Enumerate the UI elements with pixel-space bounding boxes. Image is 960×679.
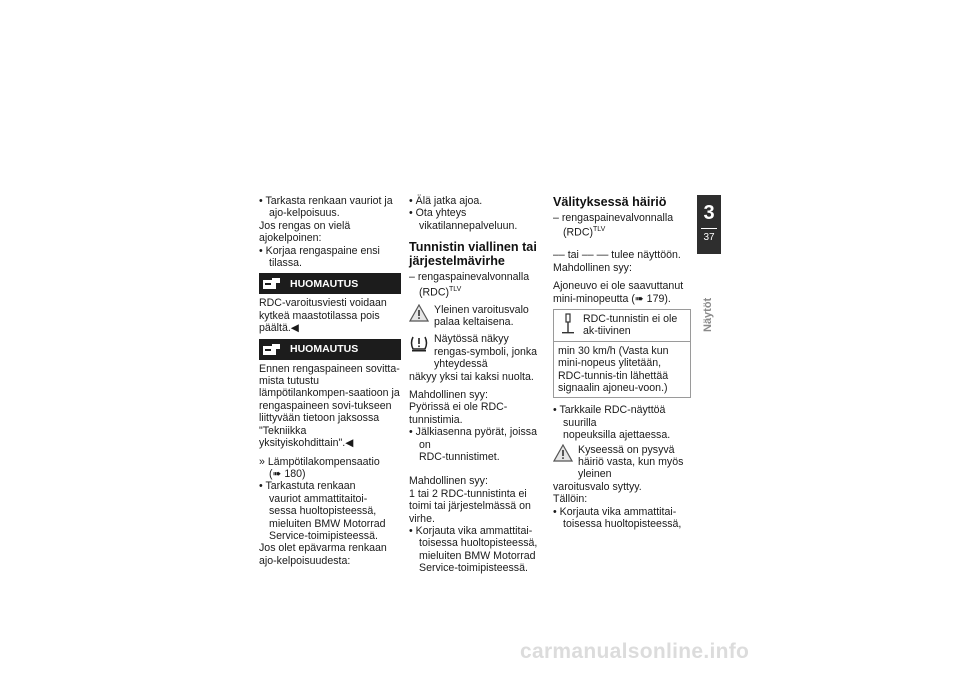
side-section-title: Näytöt xyxy=(702,297,714,332)
bullet-line: toisessa huoltopisteessä, xyxy=(563,518,682,531)
page-number: 37 xyxy=(703,232,715,243)
info-box-text: min 30 km/h (Vasta kun mini-nopeus ylitetään, RDC-tunnis-tin lähettää signaalin ajoneu-voon.) xyxy=(558,344,669,394)
tpms-text-cont: näkyy yksi tai kaksi nuolta. xyxy=(409,370,534,383)
note-hand-icon xyxy=(263,343,281,356)
bullet-contact-service: • Ota yhteys vikatilannepalveluun. xyxy=(409,207,547,232)
note-banner-1 xyxy=(259,273,401,294)
text-then: Tällöin: xyxy=(553,493,588,506)
bullet-line: Service-toimipisteessä. xyxy=(269,529,378,542)
info-box xyxy=(553,309,691,398)
warning-text: Yleinen varoitusvalo palaa keltaisena. xyxy=(434,303,529,328)
note-label-1: HUOMAUTUS xyxy=(290,277,359,290)
chapter-tab xyxy=(697,195,721,254)
bullet-repair: • Korjauta vika ammattitai- xyxy=(553,506,691,518)
warning-triangle-icon xyxy=(553,444,573,462)
tpms-text: Näytössä näkyy rengas-symboli, jonka yhteydessä xyxy=(434,333,538,371)
heading-transmission-fault: Välityksessä häiriö xyxy=(553,195,667,209)
bullet-repair: • Korjauta vika ammattitai- xyxy=(409,525,547,537)
bullet-observe-rdc: • Tarkkaile RDC-näyttöä suurilla xyxy=(553,404,691,429)
sensor-icon xyxy=(558,313,578,335)
warning-row xyxy=(553,444,691,481)
dash-rdc-cont: (RDC)$^{TLV}$ xyxy=(419,285,462,299)
tire-pressure-icon xyxy=(409,333,429,353)
bullet-line: mieluiten BMW Motorrad xyxy=(419,549,536,562)
warning-triangle-icon xyxy=(409,304,429,322)
info-box-header xyxy=(554,310,690,342)
bullet-line: mieluiten BMW Motorrad xyxy=(269,517,386,530)
column-1 xyxy=(259,195,401,567)
note-banner-2 xyxy=(259,339,401,360)
column-2 xyxy=(409,195,547,575)
note-hand-icon xyxy=(263,277,281,290)
text-if-roadworthy: Jos rengas on vielä ajokelpoinen: xyxy=(259,219,351,245)
tpms-row xyxy=(409,333,547,370)
bullet-retrofit: • Jälkiasenna pyörät, joissa on xyxy=(409,426,547,451)
possible-cause: Mahdollinen syy: xyxy=(553,261,632,274)
dash-rdc: – rengaspainevalvonnalla xyxy=(409,271,547,283)
column-3 xyxy=(553,195,691,530)
bullet-correct-pressure: • Korjaa rengaspaine ensi tilassa. xyxy=(259,245,401,270)
bullet-check-tire: • Tarkasta renkaan vauriot ja ajo-kelpoisuus. xyxy=(259,195,401,220)
dash-rdc-cont: (RDC)$^{TLV}$ xyxy=(563,226,606,239)
possible-cause-2: Mahdollinen syy: xyxy=(409,475,488,488)
bullet-line: vauriot ammattitaitoi- xyxy=(269,492,368,505)
cause-no-sensors: Pyörissä ei ole RDC-tunnistimia. xyxy=(409,401,508,426)
cause-min-speed: Ajoneuvo ei ole saavuttanut mini-minopeutta (➠ 179). xyxy=(553,280,684,305)
tab-divider xyxy=(701,228,717,229)
chapter-number: 3 xyxy=(703,202,715,224)
cause-sensor-fault: 1 tai 2 RDC-tunnistinta ei toimi tai järjestelmässä on virhe. xyxy=(409,487,531,525)
info-box-title: RDC-tunnistin ei ole ak-tiivinen xyxy=(583,312,678,338)
note-label-2: HUOMAUTUS xyxy=(290,342,359,355)
possible-cause-1: Mahdollinen syy: xyxy=(409,389,488,401)
ref-temperature-compensation[interactable]: » Lämpötilakompensaatio xyxy=(259,456,401,468)
bullet-line: Service-toimipisteessä. xyxy=(419,562,528,575)
note-text-1: RDC-varoitusviesti voidaan kytkeä maastotilassa pois päältä.◀ xyxy=(259,297,387,335)
warning-text-cont: varoitusvalo syttyy. xyxy=(553,480,642,493)
ref-page-179[interactable]: (➠ 179). xyxy=(631,292,671,305)
bullet-stop-riding: • Älä jatka ajoa. xyxy=(409,195,547,207)
note-text-2: Ennen rengaspaineen sovitta-mista tutustu lämpötilankompen-saatioon ja rengaspaineen sovi-tukseen liittyvään tietoon jaksossa "Tekniikka yksityiskohdittain".◀ xyxy=(259,362,400,450)
dash-rdc: – rengaspainevalvonnalla xyxy=(553,212,691,224)
bullet-line: toisessa huoltopisteessä, xyxy=(419,537,538,550)
bullet-line: sessa huoltopisteessä, xyxy=(269,505,377,518)
bullet-line: nopeuksilla ajettaessa. xyxy=(563,429,671,442)
warning-text: Kyseessä on pysyvä häiriö vasta, kun myös yleinen xyxy=(578,443,684,481)
ref-page-180[interactable]: (➠ 180) xyxy=(269,467,306,480)
display-dashes: –– tai –– –– tulee näyttöön. xyxy=(553,249,681,262)
heading-sensor-fault: Tunnistin viallinen tai järjestelmävirhe xyxy=(409,240,537,269)
text-if-unsure: Jos olet epävarma renkaan ajo-kelpoisuudesta: xyxy=(259,542,387,567)
bullet-inspect-damage: • Tarkastuta renkaan xyxy=(259,480,401,492)
warning-row xyxy=(409,304,547,329)
bullet-line: RDC-tunnistimet. xyxy=(419,451,500,464)
info-box-body xyxy=(554,342,690,398)
watermark: carmanualsonline.info xyxy=(520,640,750,663)
